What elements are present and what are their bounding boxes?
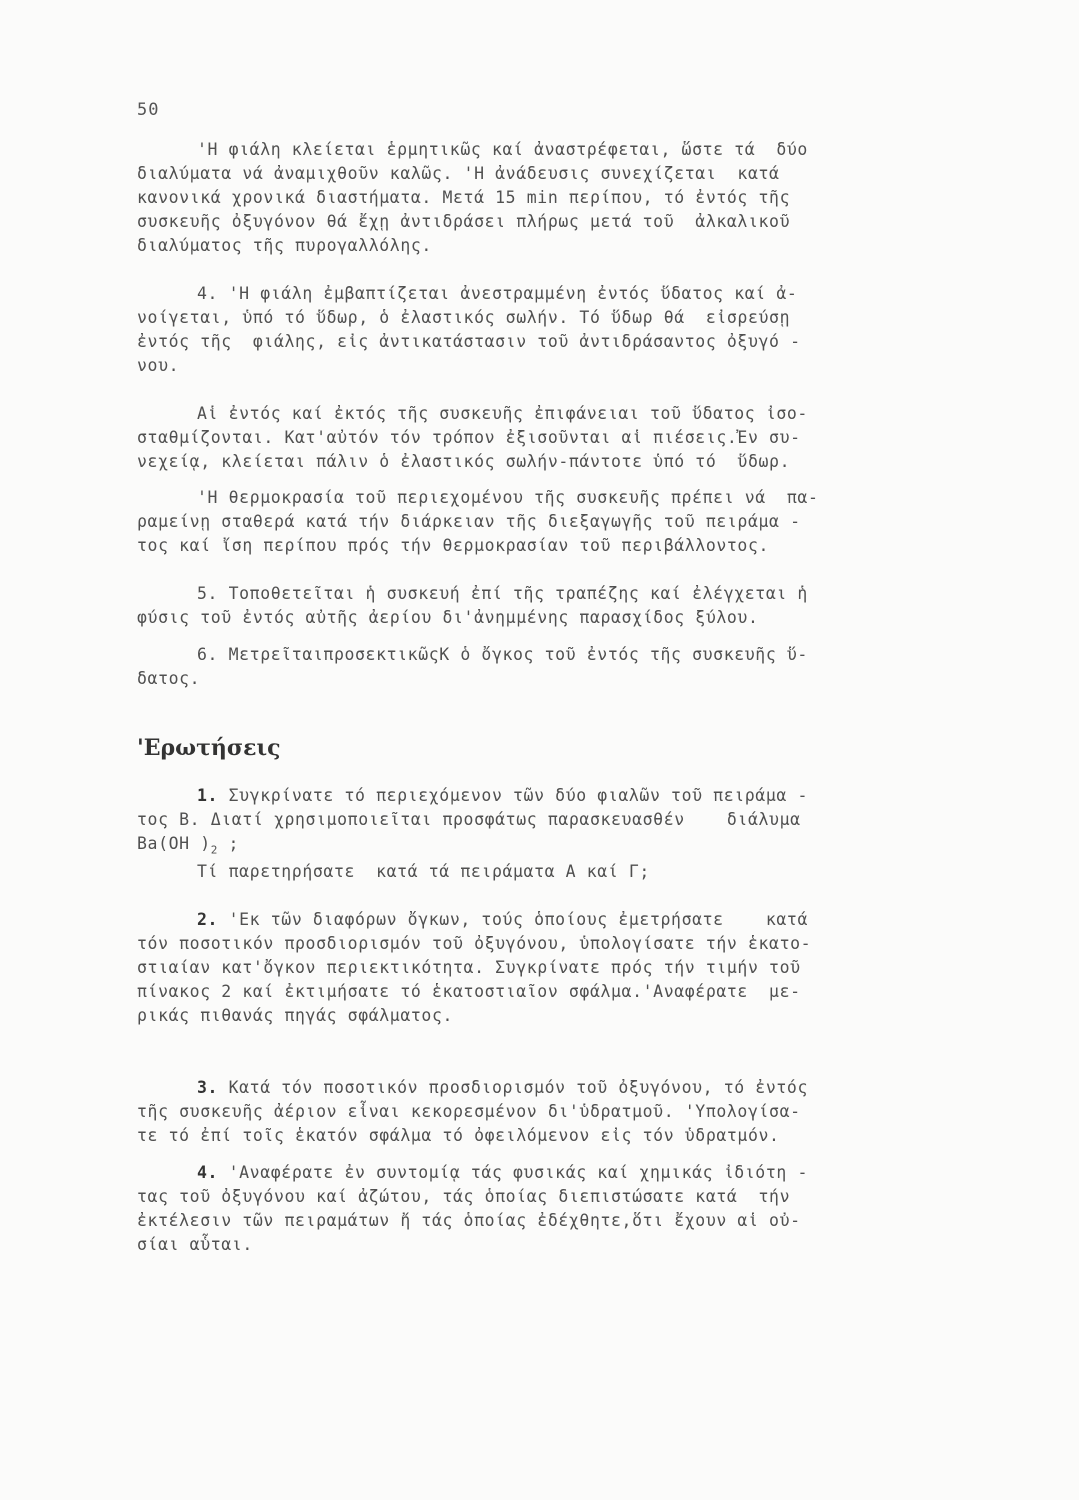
text-line: Αἱ ἐντός καί ἐκτός τῆς συσκευῆς ἐπιφάνειαι τοῦ ὕδατος ἰσο-	[197, 404, 808, 423]
question-number: 3.	[197, 1078, 219, 1097]
question-line: ἐκτέλεσιν τῶν πειραμάτων ἤ τάς ὁποίας ἐδέχθητε,ὅτι ἔχουν αἱ οὐ-	[137, 1211, 801, 1230]
text-line: τος καί ἴση περίπου πρός τήν θερμοκρασίαν τοῦ περιβάλλοντος.	[137, 536, 770, 555]
question-number: 1.	[197, 786, 219, 805]
formula-tail: ;	[217, 834, 240, 853]
text-line: φύσις τοῦ ἐντός αὐτῆς ἀερίου δι'ἀνημμένης παρασχίδος ξύλου.	[137, 608, 759, 627]
question-line: ρικάς πιθανάς πηγάς σφάλματος.	[137, 1006, 454, 1025]
text-line: 4. 'Η φιάλη ἐμβαπτίζεται ἀνεστραμμένη ἐντός ὕδατος καί ἀ-	[197, 284, 798, 303]
question-line	[137, 785, 1005, 807]
text-line: κανονικά χρονικά διαστήματα. Μετά 15 min περίπου, τό ἐντός τῆς	[137, 188, 791, 207]
question-line	[137, 909, 1005, 931]
question-number: 2.	[197, 910, 219, 929]
text-line: νου.	[137, 356, 180, 375]
formula-subscript: 2	[210, 843, 218, 857]
question-line: στιαίαν κατ'ὄγκον περιεκτικότητα. Συγκρίνατε πρός τήν τιμήν τοῦ	[137, 958, 801, 977]
question-number: 4.	[197, 1163, 219, 1182]
section-heading: 'Ερωτήσεις	[137, 735, 281, 761]
page-number: 50	[137, 100, 160, 120]
question-text: 'Εκ τῶν διαφόρων ὄγκων, τούς ὁποίους ἐμετρήσατε κατά	[218, 910, 808, 929]
formula-line	[137, 833, 945, 861]
text-line: ἐντός τῆς φιάλης, εἰς ἀντικατάστασιν τοῦ ἀντιδράσαντος ὀξυγό -	[137, 332, 801, 351]
question-line: τος Β. Διατί χρησιμοποιεῖται προσφάτως παρασκευασθέν διάλυμα	[137, 810, 801, 829]
text-line: διαλύματος τῆς πυρογαλλόλης.	[137, 236, 432, 255]
text-line: ραμείνῃ σταθερά κατά τήν διάρκειαν τῆς διεξαγωγῆς τοῦ πειράμα -	[137, 512, 801, 531]
question-line: τε τό ἐπί τοῖς ἑκατόν σφάλμα τό ὀφειλόμενον εἰς τόν ὑδρατμόν.	[137, 1126, 780, 1145]
text-line: νεχείᾳ, κλείεται πάλιν ὁ ἐλαστικός σωλήν-πάντοτε ὑπό τό ὕδωρ.	[137, 452, 791, 471]
question-line: τόν ποσοτικόν προσδιορισμόν τοῦ ὀξυγόνου, ὑπολογίσατε τήν ἑκατο-	[137, 934, 812, 953]
text-line: 6. ΜετρεῖταιπροσεκτικῶςΚ ὁ ὄγκος τοῦ ἐντός τῆς συσκευῆς ὕ-	[197, 645, 808, 664]
question-line: τῆς συσκευῆς ἀέριον εἶναι κεκορεσμένον δι'ὑδρατμοῦ. 'Υπολογίσα-	[137, 1102, 801, 1121]
question-line: τας τοῦ ὀξυγόνου καί ἀζώτου, τάς ὁποίας διεπιστώσατε κατά τήν	[137, 1187, 791, 1206]
question-line	[137, 1162, 1005, 1184]
text-line: 'Η φιάλη κλείεται ἑρμητικῶς καί ἀναστρέφεται, ὥστε τά δύο	[197, 140, 808, 159]
question-text: 'Αναφέρατε ἐν συντομίᾳ τάς φυσικάς καί χημικάς ἰδιότη -	[218, 1163, 808, 1182]
question-line	[137, 1077, 1005, 1099]
question-line: σίαι αὗται.	[137, 1235, 253, 1254]
text-line: νοίγεται, ὑπό τό ὕδωρ, ὁ ἐλαστικός σωλήν. Τό ὕδωρ θά εἰσρεύσῃ	[137, 308, 791, 327]
text-line: 5. Τοποθετεῖται ἡ συσκευή ἐπί τῆς τραπέζης καί ἐλέγχεται ἡ	[197, 584, 808, 603]
question-line: Τί παρετηρήσατε κατά τά πειράματα Α καί Γ;	[197, 862, 650, 881]
question-text: Συγκρίνατε τό περιεχόμενον τῶν δύο φιαλῶν τοῦ πειράμα -	[218, 786, 808, 805]
text-line: συσκευῆς ὀξυγόνον θά ἔχῃ ἀντιδράσει πλήρως μετά τοῦ ἀλκαλικοῦ	[137, 212, 791, 231]
question-text: Κατά τόν ποσοτικόν προσδιορισμόν τοῦ ὀξυγόνου, τό ἐντός	[218, 1078, 808, 1097]
formula: Ba(OH )	[137, 834, 211, 853]
text-line: 'Η θερμοκρασία τοῦ περιεχομένου τῆς συσκευῆς πρέπει νά πα-	[197, 488, 819, 507]
text-line: δατος.	[137, 669, 201, 688]
question-line: πίνακος 2 καί ἐκτιμήσατε τό ἑκατοστιαῖον σφάλμα.'Αναφέρατε με-	[137, 982, 801, 1001]
text-line: διαλύματα νά ἀναμιχθοῦν καλῶς. 'Η ἀνάδευσις συνεχίζεται κατά	[137, 164, 780, 183]
text-line: σταθμίζονται. Κατ'αὐτόν τόν τρόπον ἐξισοῦνται αἱ πιέσεις.Ἐν συ-	[137, 428, 801, 447]
